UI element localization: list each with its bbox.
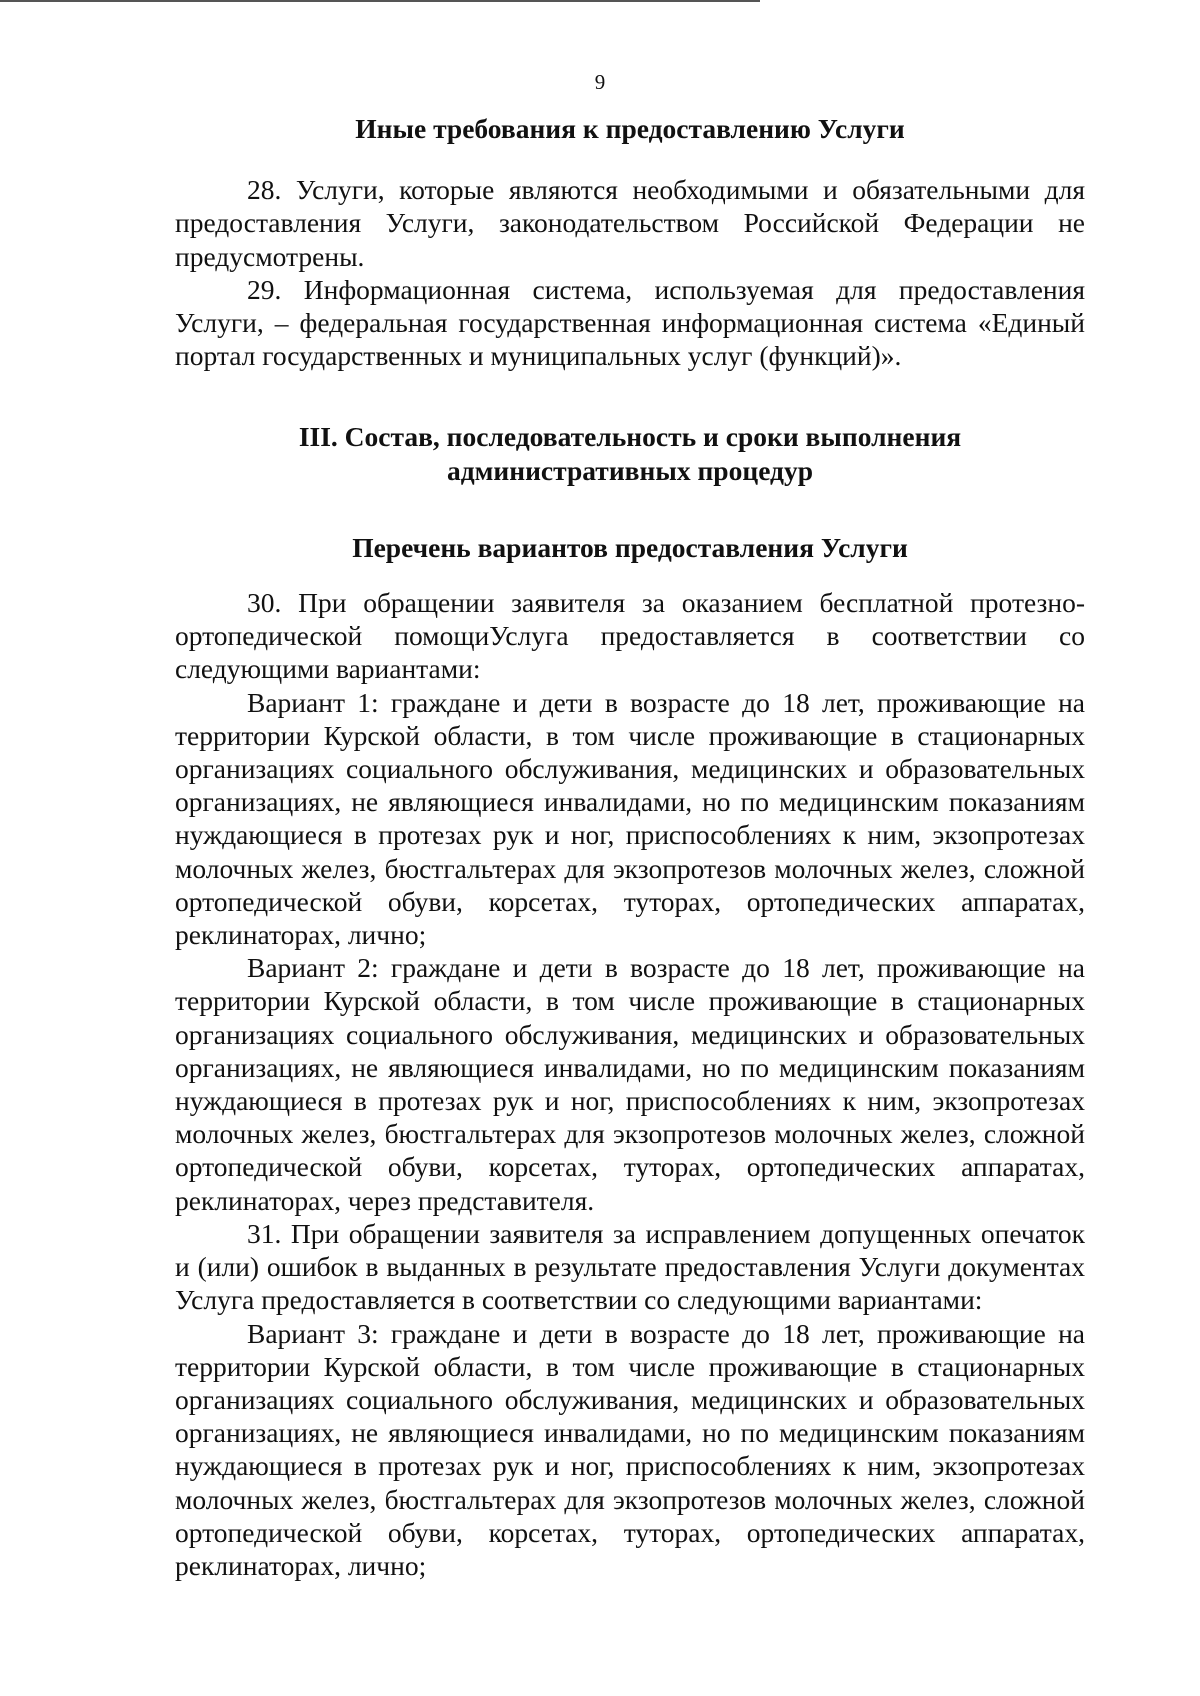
variant-2: Вариант 2: граждане и дети в возрасте до 18 лет, проживающие на территории Курской области, в том числе проживающие в стационарных организациях социального обслуживания, медицинских и образовательных организациях, не являющиеся инвалидами, но по медицинским показаниям нуждающиеся в протезах рук и ног, приспособлениях к ним, экзопротезах молочных желез, бюстгальтерах для экзопротезов молочных желез, сложной ортопедической обуви, корсетах, туторах, ортопедических аппаратах, реклинаторах, через представителя. [175,952,1085,1216]
paragraph-30: 30. При обращении заявителя за оказанием бесплатной протезно-ортопедической помощиУслуга предоставляется в соответствии со следующими вариантами: [175,587,1085,685]
document-body [175,112,1085,1582]
variant-3: Вариант 3: граждане и дети в возрасте до 18 лет, проживающие на территории Курской области, в том числе проживающие в стационарных организациях социального обслуживания, медицинских и образовательных организациях, не являющиеся инвалидами, но по медицинским показаниям нуждающиеся в протезах рук и ног, приспособлениях к ним, экзопротезах молочных желез, бюстгальтерах для экзопротезов молочных желез, сложной ортопедической обуви, корсетах, туторах, ортопедических аппаратах, реклинаторах, лично; [175,1317,1085,1581]
section-three-title-line2: административных процедур [447,454,813,486]
paragraph-31: 31. При обращении заявителя за исправлением допущенных опечаток и (или) ошибок в выданных в результате предоставления Услуги документах Услуга предоставляется в соответствии со следующими вариантами: [175,1217,1085,1316]
paragraph-28: 28. Услуги, которые являются необходимыми и обязательными для предоставления Услуги, законодательством Российской Федерации не предусмотрены. [175,174,1085,272]
heading-variants-list: Перечень вариантов предоставления Услуги [352,531,908,563]
page-number: 9 [594,70,606,94]
scan-edge-line [0,0,760,2]
paragraph-29: 29. Информационная система, используемая для предоставления Услуги, – федеральная государственная информационная система «Единый портал государственных и муниципальных услуг (функций)». [175,273,1085,372]
heading-other-requirements: Иные требования к предоставлению Услуги [355,113,905,144]
variant-1: Вариант 1: граждане и дети в возрасте до 18 лет, проживающие на территории Курской области, в том числе проживающие в стационарных организациях социального обслуживания, медицинских и образовательных организациях, не являющиеся инвалидами, но по медицинским показаниям нуждающиеся в протезах рук и ног, приспособлениях к ним, экзопротезах молочных желез, бюстгальтерах для экзопротезов молочных желез, сложной ортопедической обуви, корсетах, туторах, ортопедических аппаратах, реклинаторах, лично; [175,686,1085,951]
section-three-title-line1: III. Состав, последовательность и сроки выполнения [298,421,962,453]
